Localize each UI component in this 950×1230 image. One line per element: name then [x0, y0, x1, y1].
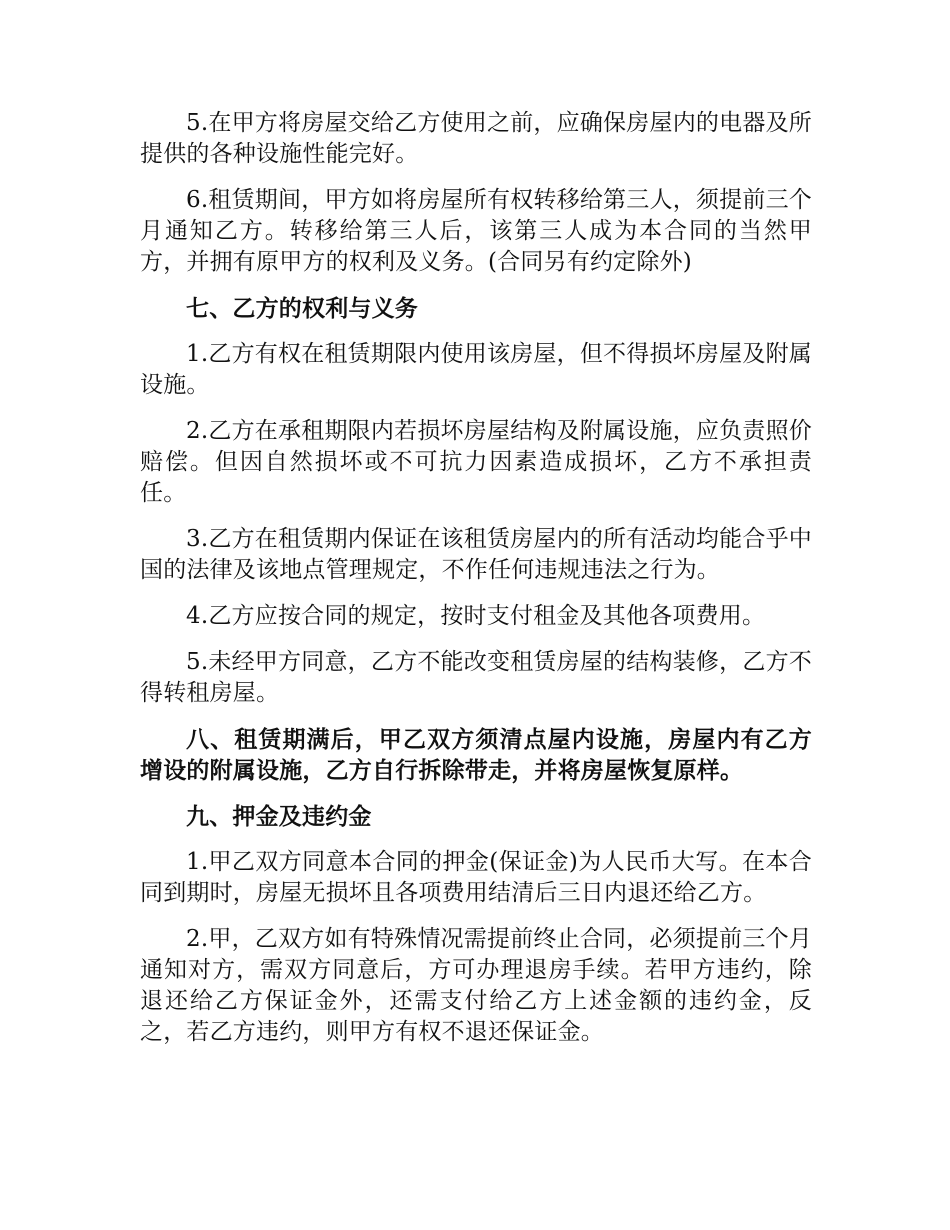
clause-7-4-paragraph: 4.乙方应按合同的规定，按时支付租金及其他各项费用。 [186, 603, 766, 629]
section-9-heading: 九、押金及违约金 [186, 803, 372, 830]
document-page [140, 108, 812, 1063]
clause-6-6-paragraph: 6.租赁期间，甲方如将房屋所有权转移给第三人，须提前三个月通知乙方。转移给第三人后，该第三人成为本合同的当然甲方，并拥有原甲方的权利及义务。(合同另有约定除外) [140, 187, 812, 275]
clause-7-3-paragraph: 3.乙方在租赁期内保证在该租赁房屋内的所有活动均能合乎中国的法律及该地点管理规定，不作任何违规违法之行为。 [140, 526, 812, 583]
clause-7-2-paragraph: 2.乙方在承租期限内若损坏房屋结构及附属设施，应负责照价赔偿。但因自然损坏或不可抗力因素造成损坏，乙方不承担责任。 [140, 418, 812, 506]
clause-9-2-paragraph: 2.甲，乙双方如有特殊情况需提前终止合同，必须提前三个月通知对方，需双方同意后，方可办理退房手续。若甲方违约，除退还给乙方保证金外，还需支付给乙方上述金额的违约金，反之，若乙方违约，则甲方有权不退还保证金。 [140, 926, 812, 1045]
clause-6-5-paragraph: 5.在甲方将房屋交给乙方使用之前，应确保房屋内的电器及所提供的各种设施性能完好。 [140, 110, 812, 167]
clause-7-1-paragraph: 1.乙方有权在租赁期限内使用该房屋，但不得损坏房屋及附属设施。 [140, 341, 812, 398]
clause-7-5-paragraph: 5.未经甲方同意，乙方不能改变租赁房屋的结构装修，乙方不得转租房屋。 [140, 649, 812, 706]
clause-9-1-paragraph: 1.甲乙双方同意本合同的押金(保证金)为人民币大写。在本合同到期时，房屋无损坏且各项费用结清后三日内退还给乙方。 [140, 849, 812, 906]
section-8-heading: 八、租赁期满后，甲乙双方须清点屋内设施，房屋内有乙方增设的附属设施，乙方自行拆除带走，并将房屋恢复原样。 [140, 726, 812, 784]
section-7-heading: 七、乙方的权利与义务 [186, 295, 418, 322]
